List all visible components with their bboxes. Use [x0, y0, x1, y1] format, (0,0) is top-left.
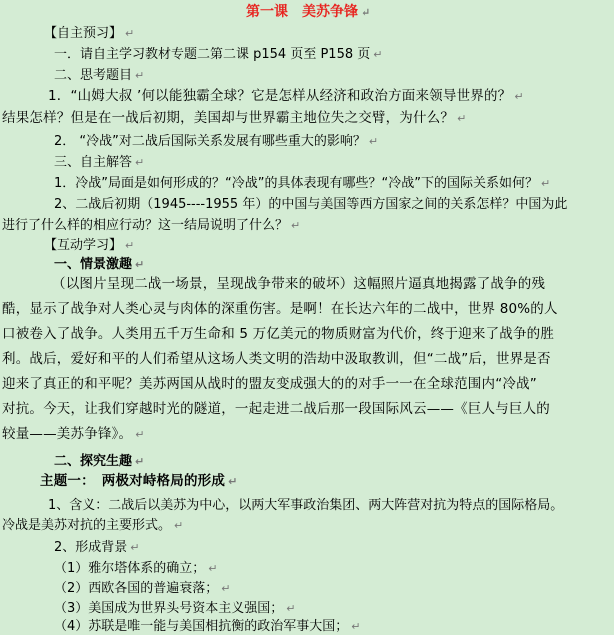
- text-line: 1、含义：二战后以美苏为中心，以两大军事政治集团、两大阵营对抗为特点的国际格局。: [48, 498, 564, 513]
- body-line: 对抗。今天，让我们穿越时光的隧道，一起走进二战后那一段国际风云——《巨人与巨人的: [2, 401, 550, 417]
- section-heading-interactive: 【互动学习】 ↵: [44, 238, 135, 253]
- text-line: 2、二战后初期（1945----1955 年）的中国与美国等西方国家之间的关系怎样？中国为此: [54, 197, 568, 212]
- body-line: 口被卷入了战争。人类用五千万生命和 5 万亿美元的物质财富为代价，终于迎来了战争的胜: [2, 326, 555, 342]
- list-item: （4）苏联是唯一能与美国相抗衡的政治军事大国； ↵: [54, 619, 361, 634]
- subsection-heading: 二、探究生趣 ↵: [54, 454, 145, 469]
- text-line: 进行了什么样的相应行动？这一结局说明了什么？ ↵: [2, 218, 301, 233]
- topic-heading: 主题一： 两极对峙格局的形成 ↵: [40, 473, 238, 489]
- text-line: 二、思考题目 ↵: [54, 68, 145, 83]
- text-line: 结果怎样？但是在一战后初期，美国却与世界霸主地位失之交臂，为什么？ ↵: [2, 110, 467, 126]
- section-heading-self-preview: 【自主预习】 ↵: [44, 26, 135, 41]
- text-line: 冷战是美苏对抗的主要形式。 ↵: [2, 518, 184, 533]
- document-title: 第一课 美苏争锋 ↵: [246, 4, 371, 20]
- text-line: 一．请自主学习教材专题二第二课 p154 页至 P158 页 ↵: [54, 47, 383, 62]
- body-line: 较量——美苏争锋》。 ↵: [2, 426, 145, 442]
- body-line: 酷，显示了战争对人类心灵与肉体的深重伤害。是啊！在长达六年的二战中，世界 80%的人: [2, 301, 558, 317]
- text-line: 2． “冷战”对二战后国际关系发展有哪些重大的影响？ ↵: [54, 134, 379, 149]
- subsection-heading: 一、情景激趣 ↵: [54, 257, 145, 272]
- list-item: （2）西欧各国的普遍衰落； ↵: [54, 581, 231, 596]
- text-line: 1．冷战”局面是如何形成的？“冷战”的具体表现有哪些？“冷战”下的国际关系如何？ ↵: [54, 176, 551, 191]
- text-line: 1．“山姆大叔 ’何以能独霸全球？它是怎样从经济和政治方面来领导世界的？ ↵: [48, 88, 524, 104]
- list-item: （3）美国成为世界头号资本主义强国； ↵: [54, 601, 296, 616]
- text-line: 2、形成背景 ↵: [54, 540, 140, 555]
- body-line: 迎来了真正的和平呢？美苏两国从战时的盟友变成强大的的对手一一在全球范围内“冷战”: [2, 376, 537, 392]
- text-line: 三、自主解答 ↵: [54, 155, 145, 170]
- body-line: （以图片呈现二战一场景，呈现战争带来的破坏）这幅照片逼真地揭露了战争的残: [52, 276, 546, 292]
- body-line: 利。战后，爱好和平的人们希望从这场人类文明的浩劫中汲取教训，但“二战”后，世界是否: [2, 351, 551, 367]
- list-item: （1）雅尔塔体系的确立； ↵: [54, 561, 218, 576]
